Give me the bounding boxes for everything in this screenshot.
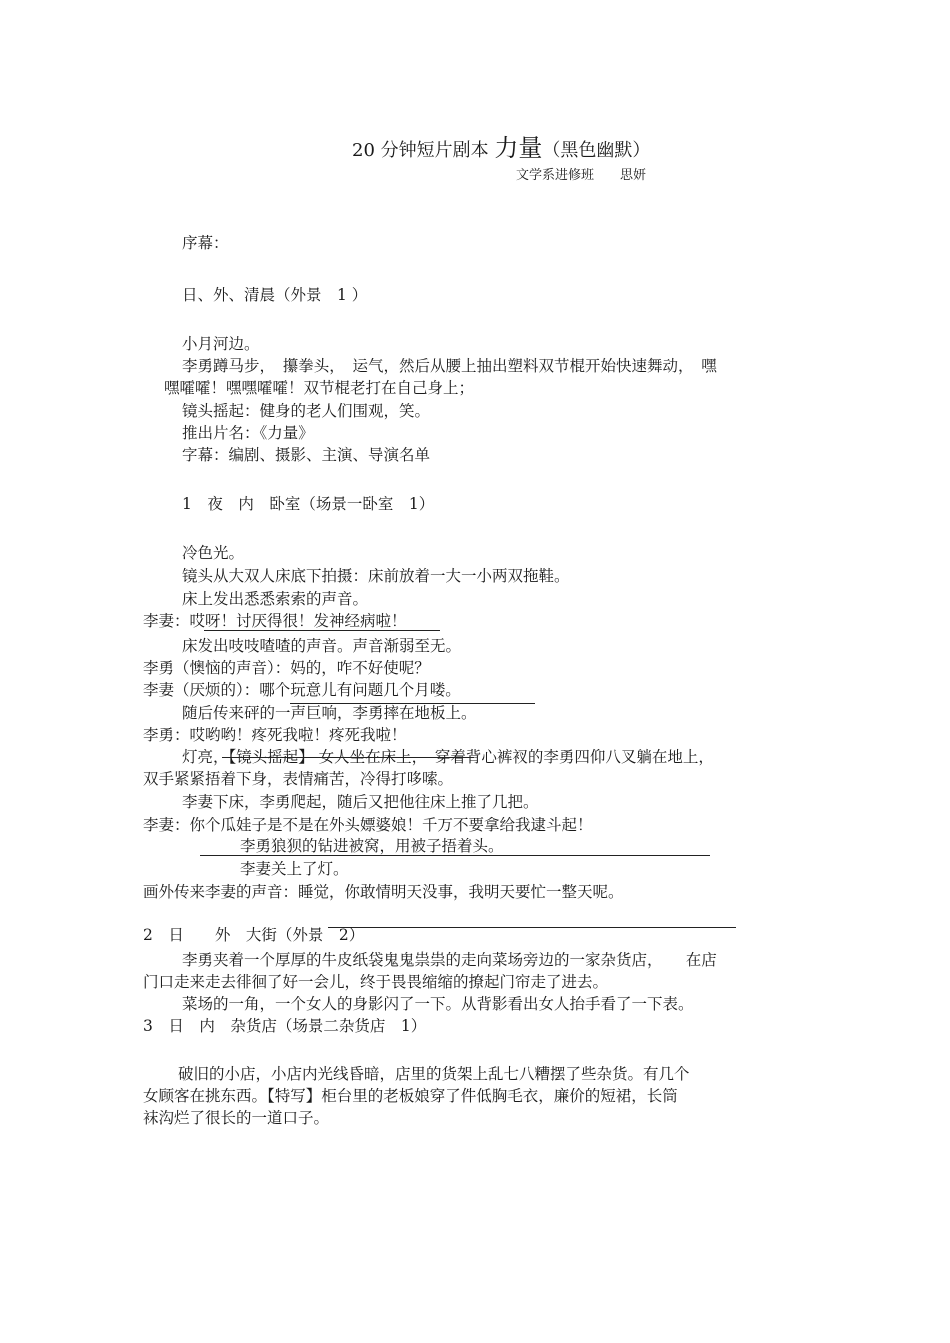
- text-line: 嘿嚯嚯！嘿嘿嚯嚯！双节棍老打在自己身上；: [164, 379, 475, 397]
- text-line: 床发出吱吱喳喳的声音。声音渐弱至无。: [182, 637, 462, 655]
- text-line: 门口走来走去徘徊了好一会儿，终于畏畏缩缩的撩起门帘走了进去。: [143, 973, 609, 991]
- text-line: 李妻：哎呀！讨厌得很！发神经病啦！: [143, 612, 407, 630]
- text-line: 字幕：编剧、摄影、主演、导演名单: [182, 446, 431, 464]
- underline-rule: [200, 855, 710, 856]
- text-line: 1 夜 内 卧室（场景一卧室 1）: [182, 495, 435, 513]
- text-line: 镜头摇起：健身的老人们围观，笑。: [182, 402, 431, 420]
- text-line: 序幕：: [182, 234, 229, 252]
- text-line: 李勇夹着一个厚厚的牛皮纸袋鬼鬼祟祟的走向菜场旁边的一家杂货店， 在店: [182, 951, 717, 969]
- text-line: 随后传来砰的一声巨响，李勇摔在地板上。: [182, 704, 477, 722]
- title-suffix: （黑色幽默）: [542, 140, 651, 161]
- title-prefix: 20 分钟短片剧本: [352, 140, 489, 161]
- text-line: 李勇：哎哟哟！疼死我啦！疼死我啦！: [143, 726, 407, 744]
- text-line: 日、外、清晨（外景 1 ）: [182, 286, 368, 304]
- byline: 文学系进修班 思妍: [516, 168, 647, 183]
- text-line: 画外传来李妻的声音：睡觉，你敢情明天没事，我明天要忙一整天呢。: [143, 883, 624, 901]
- title-main-word: 力量: [494, 134, 543, 162]
- text-line: 李妻下床，李勇爬起，随后又把他往床上推了几把。: [182, 793, 539, 811]
- page-title: [352, 133, 650, 166]
- text-line: 2 日 外 大街（外景 2）: [143, 926, 365, 944]
- text-line: 女顾客在挑东西。【特写】柜台里的老板娘穿了件低胸毛衣，廉价的短裙，长筒: [143, 1087, 678, 1105]
- text-line: 李勇狼狈的钻进被窝，用被子捂着头。: [240, 837, 504, 855]
- text-line: 李勇蹲马步， 攥拳头， 运气，然后从腰上抽出塑料双节棍开始快速舞动， 嘿: [182, 357, 717, 375]
- text-line: 破旧的小店，小店内光线昏暗，店里的货架上乱七八糟摆了些杂货。有几个: [178, 1065, 690, 1083]
- text-line: 李勇（懊恼的声音）：妈的，咋不好使呢？: [143, 659, 430, 677]
- text-line: 小月河边。: [182, 335, 260, 353]
- text-line: 3 日 内 杂货店（场景二杂货店 1）: [143, 1017, 427, 1035]
- text-line: 菜场的一角，一个女人的身影闪了一下。从背影看出女人抬手看了一下表。: [182, 995, 694, 1013]
- strikethrough-rule: [222, 757, 474, 758]
- text-line: 双手紧紧捂着下身，表情痛苦，冷得打哆嗦。: [143, 770, 454, 788]
- text-line: 镜头从大双人床底下拍摄：床前放着一大一小两双拖鞋。: [182, 567, 570, 585]
- text-line: 床上发出悉悉索索的声音。: [182, 590, 369, 608]
- underline-rule: [328, 927, 736, 928]
- text-line: 灯亮，【镜头摇起】 女人坐在床上， 穿着背心裤衩的李勇四仰八叉躺在地上，: [182, 748, 714, 766]
- underline-rule: [204, 630, 440, 631]
- text-line: 李妻：你个瓜娃子是不是在外头嫖婆娘！千万不要拿给我逮斗起！: [143, 816, 593, 834]
- text-line: 李妻关上了灯。: [240, 860, 349, 878]
- text-line: 袜沟烂了很长的一道口子。: [143, 1109, 330, 1127]
- text-line: 推出片名：《力量》: [182, 424, 314, 442]
- text-line: 李妻（厌烦的）：哪个玩意儿有问题几个月喽。: [143, 681, 461, 699]
- text-line: 冷色光。: [182, 544, 245, 562]
